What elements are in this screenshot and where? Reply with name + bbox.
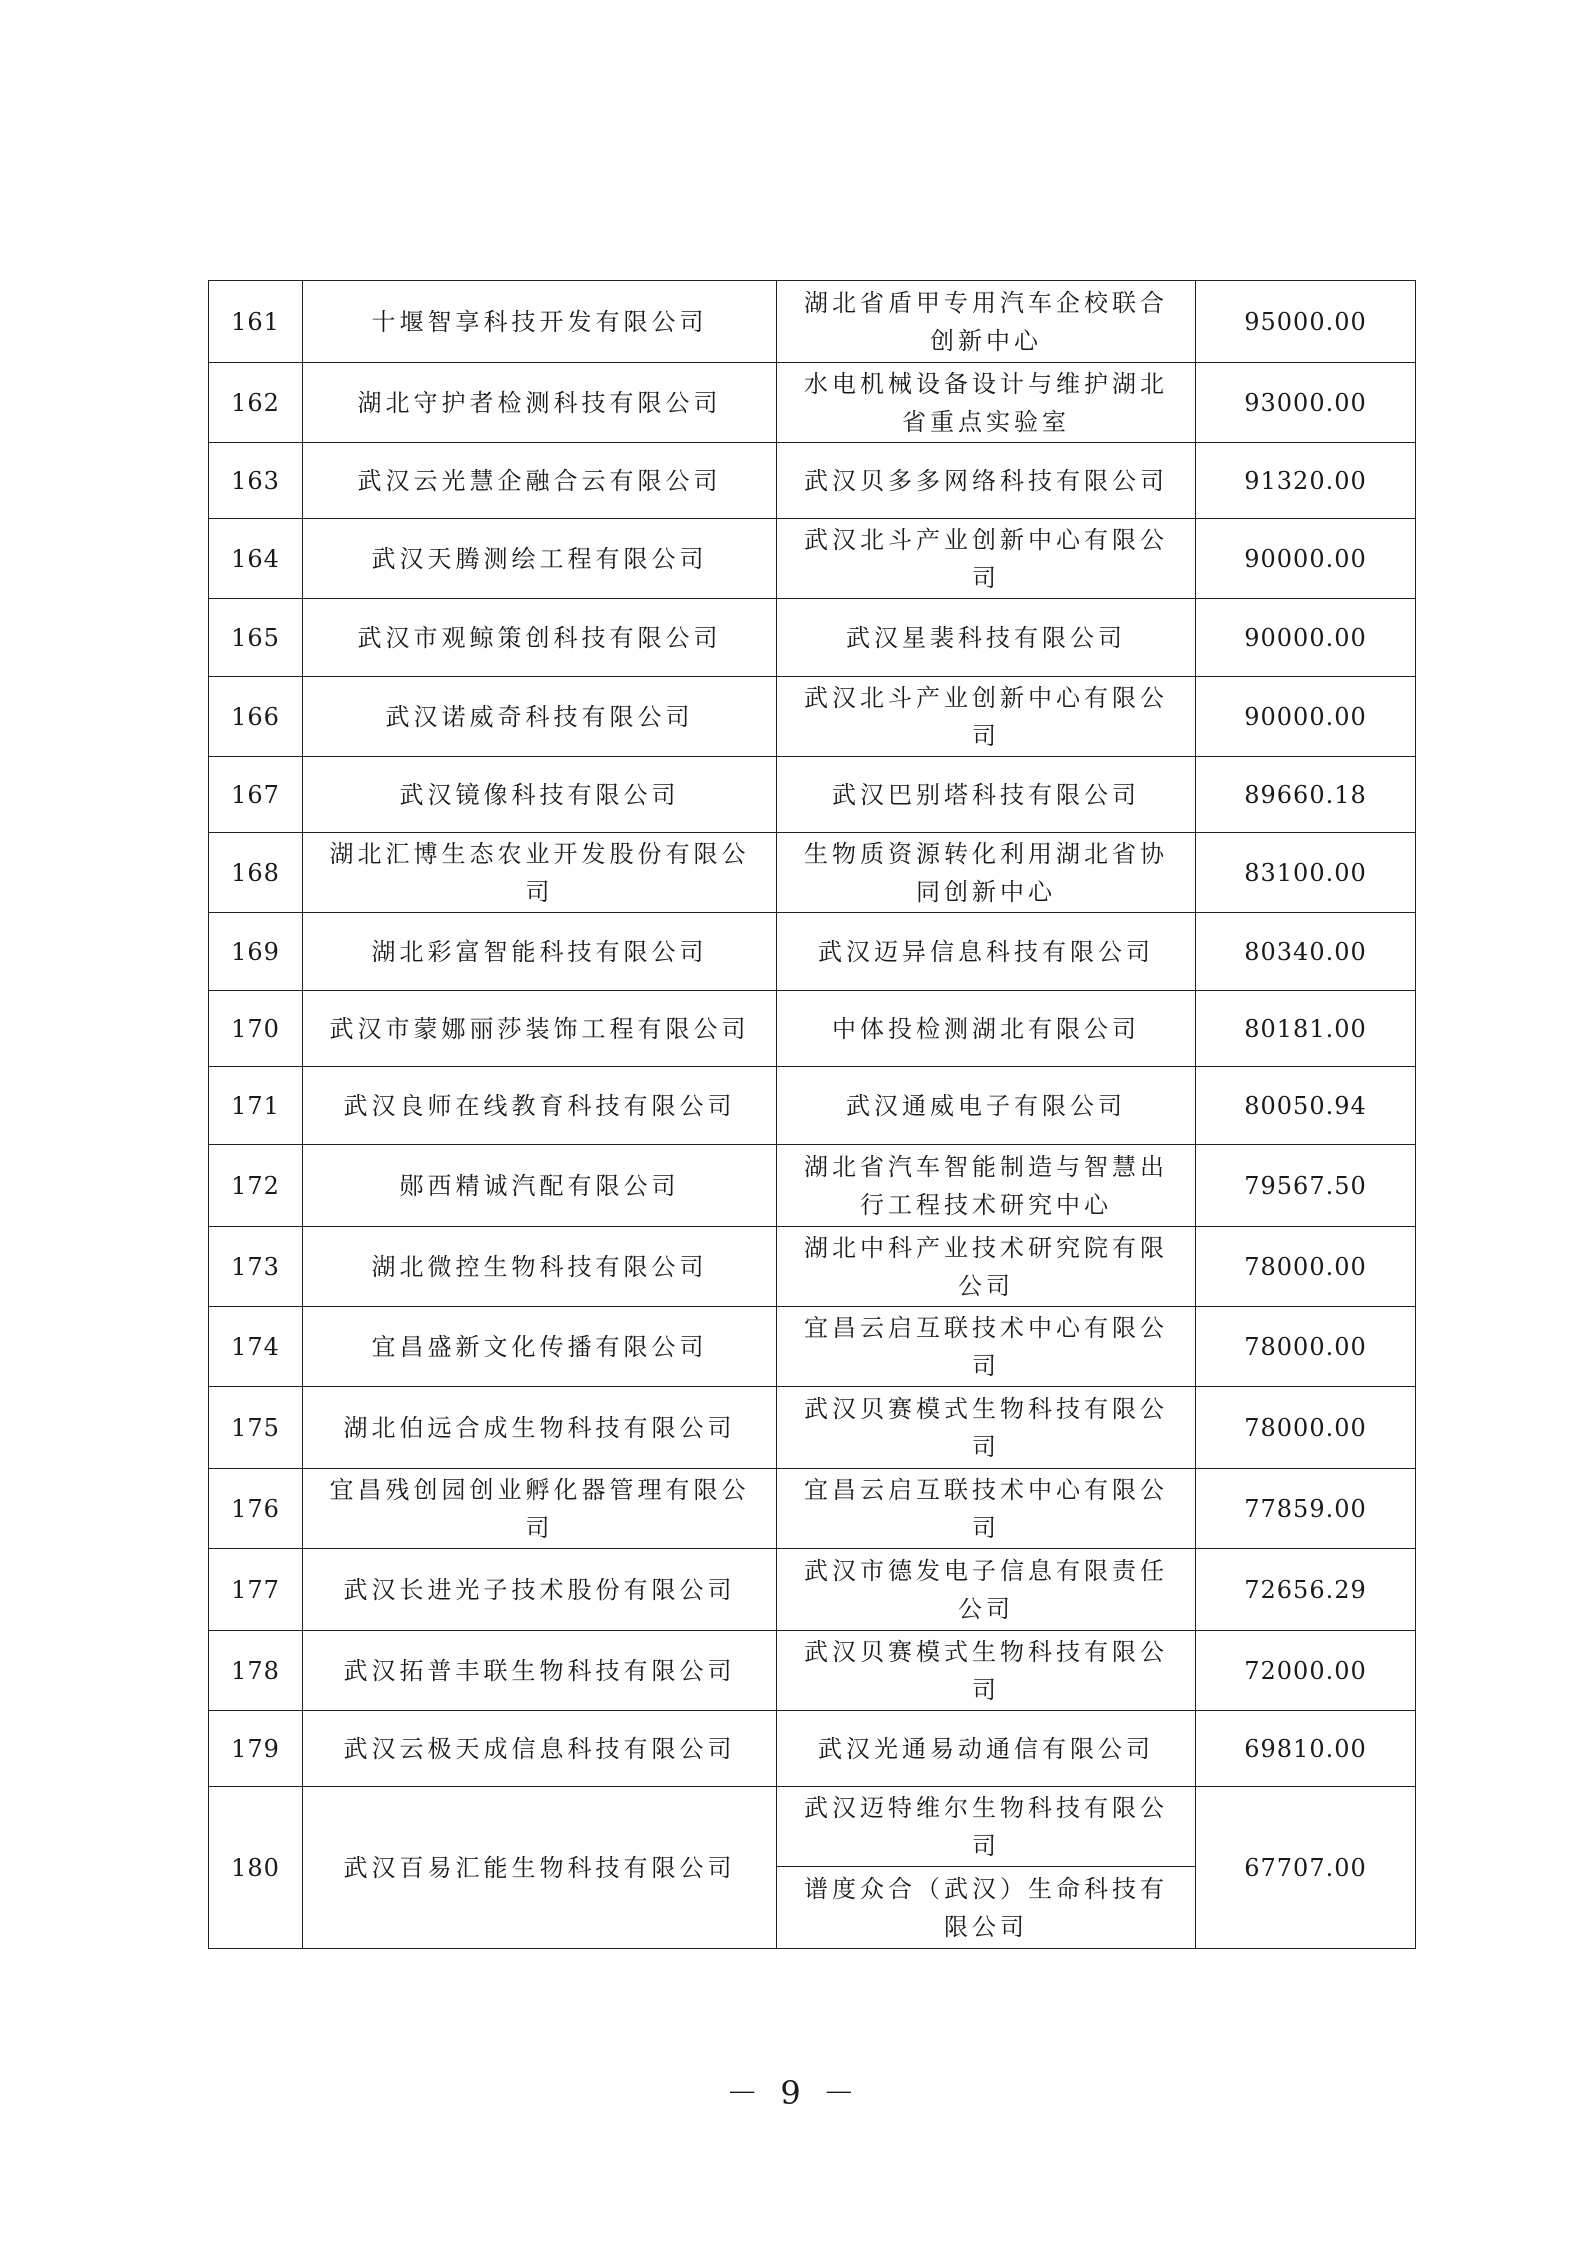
amount-cell: 90000.00 [1196, 519, 1416, 599]
company-name-cell: 武汉市观鲸策创科技有限公司 [303, 599, 777, 677]
amount-cell: 80050.94 [1196, 1067, 1416, 1145]
amount-cell: 80181.00 [1196, 991, 1416, 1067]
table-row [209, 1227, 1416, 1307]
row-number-cell: 165 [209, 599, 303, 677]
table-row [209, 1307, 1416, 1387]
table-row [209, 1711, 1416, 1787]
row-number-cell: 180 [209, 1787, 303, 1949]
company-name-cell: 十堰智享科技开发有限公司 [303, 281, 777, 363]
table-row [209, 1387, 1416, 1469]
amount-cell: 90000.00 [1196, 677, 1416, 757]
row-number-cell: 166 [209, 677, 303, 757]
company-name-cell: 武汉镜像科技有限公司 [303, 757, 777, 833]
company-name-cell: 武汉百易汇能生物科技有限公司 [303, 1787, 777, 1949]
amount-cell: 89660.18 [1196, 757, 1416, 833]
row-number-cell: 174 [209, 1307, 303, 1387]
table-row [209, 677, 1416, 757]
partner-cell: 武汉北斗产业创新中心有限公司 [777, 677, 1196, 757]
row-number-cell: 177 [209, 1549, 303, 1631]
amount-cell: 67707.00 [1196, 1787, 1416, 1949]
row-number-cell: 164 [209, 519, 303, 599]
table-row [209, 443, 1416, 519]
partner-cell: 宜昌云启互联技术中心有限公司 [777, 1307, 1196, 1387]
amount-cell: 69810.00 [1196, 1711, 1416, 1787]
partner-cell: 武汉贝赛模式生物科技有限公司 [777, 1387, 1196, 1469]
partner-cell: 湖北中科产业技术研究院有限公司 [777, 1227, 1196, 1307]
partner-cell: 武汉迈异信息科技有限公司 [777, 913, 1196, 991]
company-name-cell: 武汉云极天成信息科技有限公司 [303, 1711, 777, 1787]
table-row [209, 1631, 1416, 1711]
company-name-cell: 武汉市蒙娜丽莎装饰工程有限公司 [303, 991, 777, 1067]
table-row [209, 281, 1416, 363]
data-table [208, 280, 1416, 1949]
amount-cell: 79567.50 [1196, 1145, 1416, 1227]
company-name-cell: 湖北伯远合成生物科技有限公司 [303, 1387, 777, 1469]
table-body [209, 281, 1416, 1949]
amount-cell: 91320.00 [1196, 443, 1416, 519]
row-number-cell: 172 [209, 1145, 303, 1227]
partner-cell: 湖北省汽车智能制造与智慧出行工程技术研究中心 [777, 1145, 1196, 1227]
row-number-cell: 175 [209, 1387, 303, 1469]
partner-cell: 武汉迈特维尔生物科技有限公司 [777, 1787, 1196, 1867]
row-number-cell: 173 [209, 1227, 303, 1307]
company-name-cell: 武汉良师在线教育科技有限公司 [303, 1067, 777, 1145]
amount-cell: 83100.00 [1196, 833, 1416, 913]
partner-cell: 生物质资源转化利用湖北省协同创新中心 [777, 833, 1196, 913]
table-row [209, 991, 1416, 1067]
company-name-cell: 武汉天腾测绘工程有限公司 [303, 519, 777, 599]
row-number-cell: 176 [209, 1469, 303, 1549]
table-row [209, 1549, 1416, 1631]
table-row [209, 363, 1416, 443]
row-number-cell: 171 [209, 1067, 303, 1145]
amount-cell: 72000.00 [1196, 1631, 1416, 1711]
company-name-cell: 宜昌残创园创业孵化器管理有限公司 [303, 1469, 777, 1549]
row-number-cell: 167 [209, 757, 303, 833]
row-number-cell: 168 [209, 833, 303, 913]
partner-cell: 武汉星裴科技有限公司 [777, 599, 1196, 677]
amount-cell: 90000.00 [1196, 599, 1416, 677]
page-number: － 9 － [726, 2074, 861, 2112]
company-name-cell: 湖北微控生物科技有限公司 [303, 1227, 777, 1307]
partner-cell: 武汉巴别塔科技有限公司 [777, 757, 1196, 833]
partner-cell: 武汉北斗产业创新中心有限公司 [777, 519, 1196, 599]
amount-cell: 93000.00 [1196, 363, 1416, 443]
row-number-cell: 170 [209, 991, 303, 1067]
partner-cell: 中体投检测湖北有限公司 [777, 991, 1196, 1067]
company-name-cell: 武汉拓普丰联生物科技有限公司 [303, 1631, 777, 1711]
table-row [209, 1469, 1416, 1549]
row-number-cell: 169 [209, 913, 303, 991]
row-number-cell: 163 [209, 443, 303, 519]
table-row [209, 1067, 1416, 1145]
amount-cell: 78000.00 [1196, 1227, 1416, 1307]
company-name-cell: 武汉诺威奇科技有限公司 [303, 677, 777, 757]
amount-cell: 80340.00 [1196, 913, 1416, 991]
table-row [209, 519, 1416, 599]
row-number-cell: 179 [209, 1711, 303, 1787]
company-name-cell: 武汉云光慧企融合云有限公司 [303, 443, 777, 519]
amount-cell: 78000.00 [1196, 1307, 1416, 1387]
table-row [209, 599, 1416, 677]
table-row [209, 1145, 1416, 1227]
amount-cell: 72656.29 [1196, 1549, 1416, 1631]
partner-cell: 宜昌云启互联技术中心有限公司 [777, 1469, 1196, 1549]
partner-cell: 武汉贝赛模式生物科技有限公司 [777, 1631, 1196, 1711]
partner-cell: 湖北省盾甲专用汽车企校联合创新中心 [777, 281, 1196, 363]
partner-cell: 武汉光通易动通信有限公司 [777, 1711, 1196, 1787]
amount-cell: 78000.00 [1196, 1387, 1416, 1469]
amount-cell: 77859.00 [1196, 1469, 1416, 1549]
company-name-cell: 郧西精诚汽配有限公司 [303, 1145, 777, 1227]
table-row [209, 913, 1416, 991]
partner-cell: 武汉贝多多网络科技有限公司 [777, 443, 1196, 519]
row-number-cell: 178 [209, 1631, 303, 1711]
table-row [209, 757, 1416, 833]
amount-cell: 95000.00 [1196, 281, 1416, 363]
row-number-cell: 161 [209, 281, 303, 363]
company-name-cell: 宜昌盛新文化传播有限公司 [303, 1307, 777, 1387]
table-row [209, 833, 1416, 913]
table-row [209, 1787, 1416, 1867]
company-name-cell: 湖北汇博生态农业开发股份有限公司 [303, 833, 777, 913]
partner-cell: 谱度众合（武汉）生命科技有限公司 [777, 1867, 1196, 1949]
company-name-cell: 武汉长进光子技术股份有限公司 [303, 1549, 777, 1631]
partner-cell: 武汉市德发电子信息有限责任公司 [777, 1549, 1196, 1631]
company-name-cell: 湖北彩富智能科技有限公司 [303, 913, 777, 991]
row-number-cell: 162 [209, 363, 303, 443]
partner-cell: 武汉通威电子有限公司 [777, 1067, 1196, 1145]
partner-cell: 水电机械设备设计与维护湖北省重点实验室 [777, 363, 1196, 443]
company-name-cell: 湖北守护者检测科技有限公司 [303, 363, 777, 443]
